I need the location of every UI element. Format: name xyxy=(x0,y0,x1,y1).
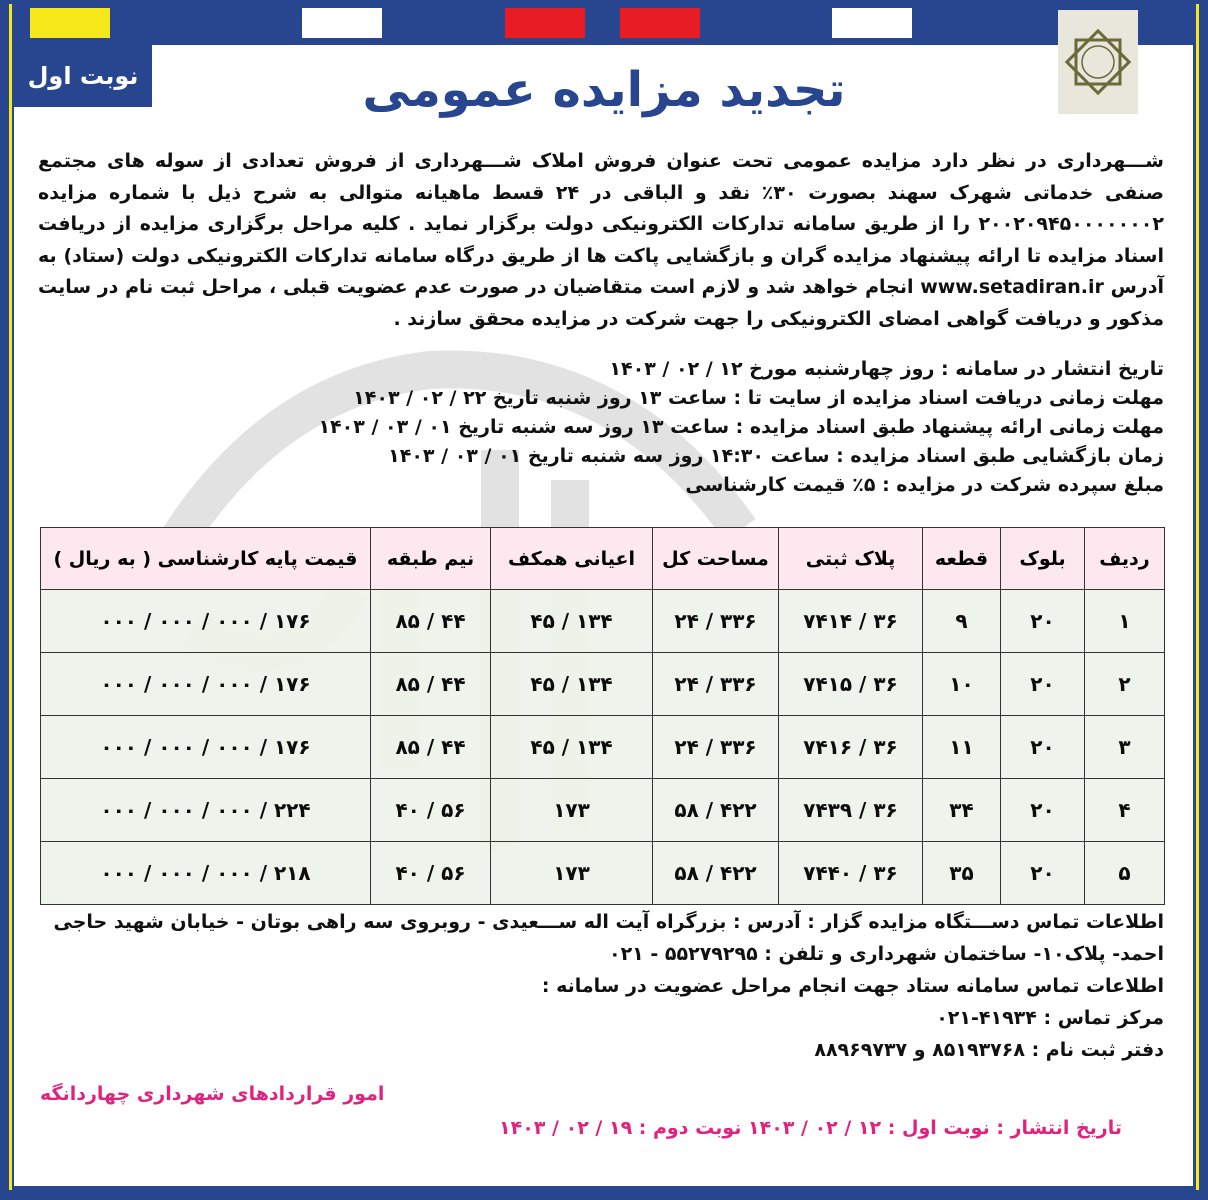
decor-square-yellow xyxy=(30,8,110,38)
table-cell: ۲۰ xyxy=(1001,779,1085,842)
issue-badge: نوبت اول xyxy=(14,45,152,107)
decor-square-red xyxy=(505,8,585,38)
contact-line: مرکز تماس : ۴۱۹۳۴-۰۲۱ xyxy=(936,1007,1164,1029)
decor-square-white xyxy=(832,8,912,38)
table-cell: ۲ xyxy=(1085,653,1165,716)
municipality-logo xyxy=(1058,10,1138,114)
table-cell: ۳ xyxy=(1085,716,1165,779)
table-row xyxy=(41,590,1165,653)
table-cell: ۴۲۲ / ۵۸ xyxy=(653,842,779,905)
info-line: مبلغ سپرده شرکت در مزایده : ۵٪ قیمت کارشناسی xyxy=(685,474,1164,496)
contact-line: اطلاعات تماس سامانه ستاد جهت انجام مراحل عضویت در سامانه : xyxy=(541,975,1164,997)
header-plot: قطعه xyxy=(923,528,1001,590)
table-cell: ۹ xyxy=(923,590,1001,653)
announcement-text: شـــهرداری در نظر دارد مزایده عمومی تحت عنوان فروش املاک شـــهرداری از فروش تعدادی از سوله های مجتمع صنفی خدماتی شهرک سهند بصورت ۳۰٪ نقد و الباقی در ۲۴ قسط ماهیانه متوالی به شرح ذیل با شماره مزایده ۲۰۰۲۰۹۴۵۰۰۰۰۰۰۰۲ را از طریق سامانه تدارکات الکترونیکی دولت برگزار نماید . کلیه مراحل برگزاری مزایده از دریافت اسناد مزایده تا ارائه پیشنهاد مزایده گران و بازگشایی پاکت ها از طریق درگاه سامانه تدارکات الکترونیکی دولت (ستاد) به آدرس www.setadiran.ir انجام خواهد شد و لازم است متقاضیان در صورت عدم عضویت قبلی ، مراحل ثبت نام در سایت مذکور و دریافت گواهی امضای الکترونیکی را جهت شرکت در مزایده محقق سازند . xyxy=(38,150,1164,330)
table-cell: ۳۶ / ۷۴۱۵ xyxy=(779,653,923,716)
table-cell: ۲۰ xyxy=(1001,842,1085,905)
header-mezzanine: نیم طبقه xyxy=(371,528,491,590)
contact-info xyxy=(38,906,1164,1066)
table-cell: ۳۶ / ۷۴۱۴ xyxy=(779,590,923,653)
table-cell: ۲۰ xyxy=(1001,590,1085,653)
table-cell: ۱۳۴ / ۴۵ xyxy=(491,716,653,779)
table-cell: ۴۲۲ / ۵۸ xyxy=(653,779,779,842)
table-cell: ۲۱۸ / ۰۰۰ / ۰۰۰ / ۰۰۰ xyxy=(41,842,371,905)
table-cell: ۱۷۶ / ۰۰۰ / ۰۰۰ / ۰۰۰ xyxy=(41,590,371,653)
schedule-info xyxy=(318,355,1164,500)
table-cell: ۳۶ / ۷۴۴۰ xyxy=(779,842,923,905)
contact-line: اطلاعات تماس دســـتگاه مزایده گزار : آدرس : بزرگراه آیت اله ســـعیدی - روبروی سه راهی بوتان - خیابان شهید حاجی احمد- پلاک۱۰- ساختمان شهرداری و تلفن : ۵۵۲۷۹۲۹۵ - ۰۲۱ xyxy=(53,911,1164,965)
table-cell: ۱ xyxy=(1085,590,1165,653)
table-cell: ۴۴ / ۸۵ xyxy=(371,716,491,779)
page-title: تجدید مزایده عمومی xyxy=(362,62,846,118)
info-line: زمان بازگشایی طبق اسناد مزایده : ساعت ۱۴:۳۰ روز سه شنبه تاریخ ۰۱ / ۰۳ / ۱۴۰۳ xyxy=(388,445,1164,467)
publish-dates: تاریخ انتشار : نوبت اول : ۱۲ / ۰۲ / ۱۴۰۳ نوبت دوم : ۱۹ / ۰۲ / ۱۴۰۳ xyxy=(499,1117,1122,1139)
table-cell: ۳۳۶ / ۲۴ xyxy=(653,653,779,716)
contact-line: دفتر ثبت نام : ۸۵۱۹۳۷۶۸ و ۸۸۹۶۹۷۳۷ xyxy=(814,1039,1164,1061)
table-cell: ۵۶ / ۴۰ xyxy=(371,842,491,905)
table-cell: ۳۳۶ / ۲۴ xyxy=(653,590,779,653)
info-line: تاریخ انتشار در سامانه : روز چهارشنبه مورخ ۱۲ / ۰۲ / ۱۴۰۳ xyxy=(609,358,1164,380)
table-cell: ۵ xyxy=(1085,842,1165,905)
header-total-area: مساحت کل xyxy=(653,528,779,590)
table-cell: ۳۶ / ۷۴۱۶ xyxy=(779,716,923,779)
table-row xyxy=(41,842,1165,905)
decor-square-white xyxy=(302,8,382,38)
table-cell: ۴ xyxy=(1085,779,1165,842)
table-cell: ۲۲۴ / ۰۰۰ / ۰۰۰ / ۰۰۰ xyxy=(41,779,371,842)
table-cell: ۵۶ / ۴۰ xyxy=(371,779,491,842)
table-cell: ۲۰ xyxy=(1001,653,1085,716)
contracts-office: امور قراردادهای شهرداری چهاردانگه xyxy=(40,1083,385,1105)
table-cell: ۳۳۶ / ۲۴ xyxy=(653,716,779,779)
decor-square-red xyxy=(620,8,700,38)
table-cell: ۱۷۳ xyxy=(491,842,653,905)
header-ground-floor: اعیانی همکف xyxy=(491,528,653,590)
header-registration: پلاک ثبتی xyxy=(779,528,923,590)
table-row xyxy=(41,653,1165,716)
info-line: مهلت زمانی دریافت اسناد مزایده از سایت تا : ساعت ۱۳ روز شنبه تاریخ ۲۲ / ۰۲ / ۱۴۰۳ xyxy=(353,387,1164,409)
table-cell: ۱۷۶ / ۰۰۰ / ۰۰۰ / ۰۰۰ xyxy=(41,653,371,716)
table-cell: ۱۰ xyxy=(923,653,1001,716)
table-cell: ۱۷۳ xyxy=(491,779,653,842)
table-cell: ۳۴ xyxy=(923,779,1001,842)
table-cell: ۴۴ / ۸۵ xyxy=(371,590,491,653)
table-cell: ۳۶ / ۷۴۳۹ xyxy=(779,779,923,842)
properties-table xyxy=(40,527,1165,905)
header-base-price: قیمت پایه کارشناسی ( به ریال ) xyxy=(41,528,371,590)
table-cell: ۱۳۴ / ۴۵ xyxy=(491,590,653,653)
info-line: مهلت زمانی ارائه پیشنهاد طبق اسناد مزایده : ساعت ۱۳ روز سه شنبه تاریخ ۰۱ / ۰۳ / ۱۴۰۳ xyxy=(318,416,1164,438)
frame-yellow-line-left xyxy=(9,4,12,1190)
frame-yellow-line-right xyxy=(1196,4,1199,1190)
table-cell: ۱۳۴ / ۴۵ xyxy=(491,653,653,716)
table-row xyxy=(41,779,1165,842)
table-cell: ۴۴ / ۸۵ xyxy=(371,653,491,716)
header-row-num: ردیف xyxy=(1085,528,1165,590)
header-block: بلوک xyxy=(1001,528,1085,590)
table-cell: ۱۷۶ / ۰۰۰ / ۰۰۰ / ۰۰۰ xyxy=(41,716,371,779)
table-cell: ۲۰ xyxy=(1001,716,1085,779)
table-row xyxy=(41,716,1165,779)
table-cell: ۱۱ xyxy=(923,716,1001,779)
table-cell: ۳۵ xyxy=(923,842,1001,905)
